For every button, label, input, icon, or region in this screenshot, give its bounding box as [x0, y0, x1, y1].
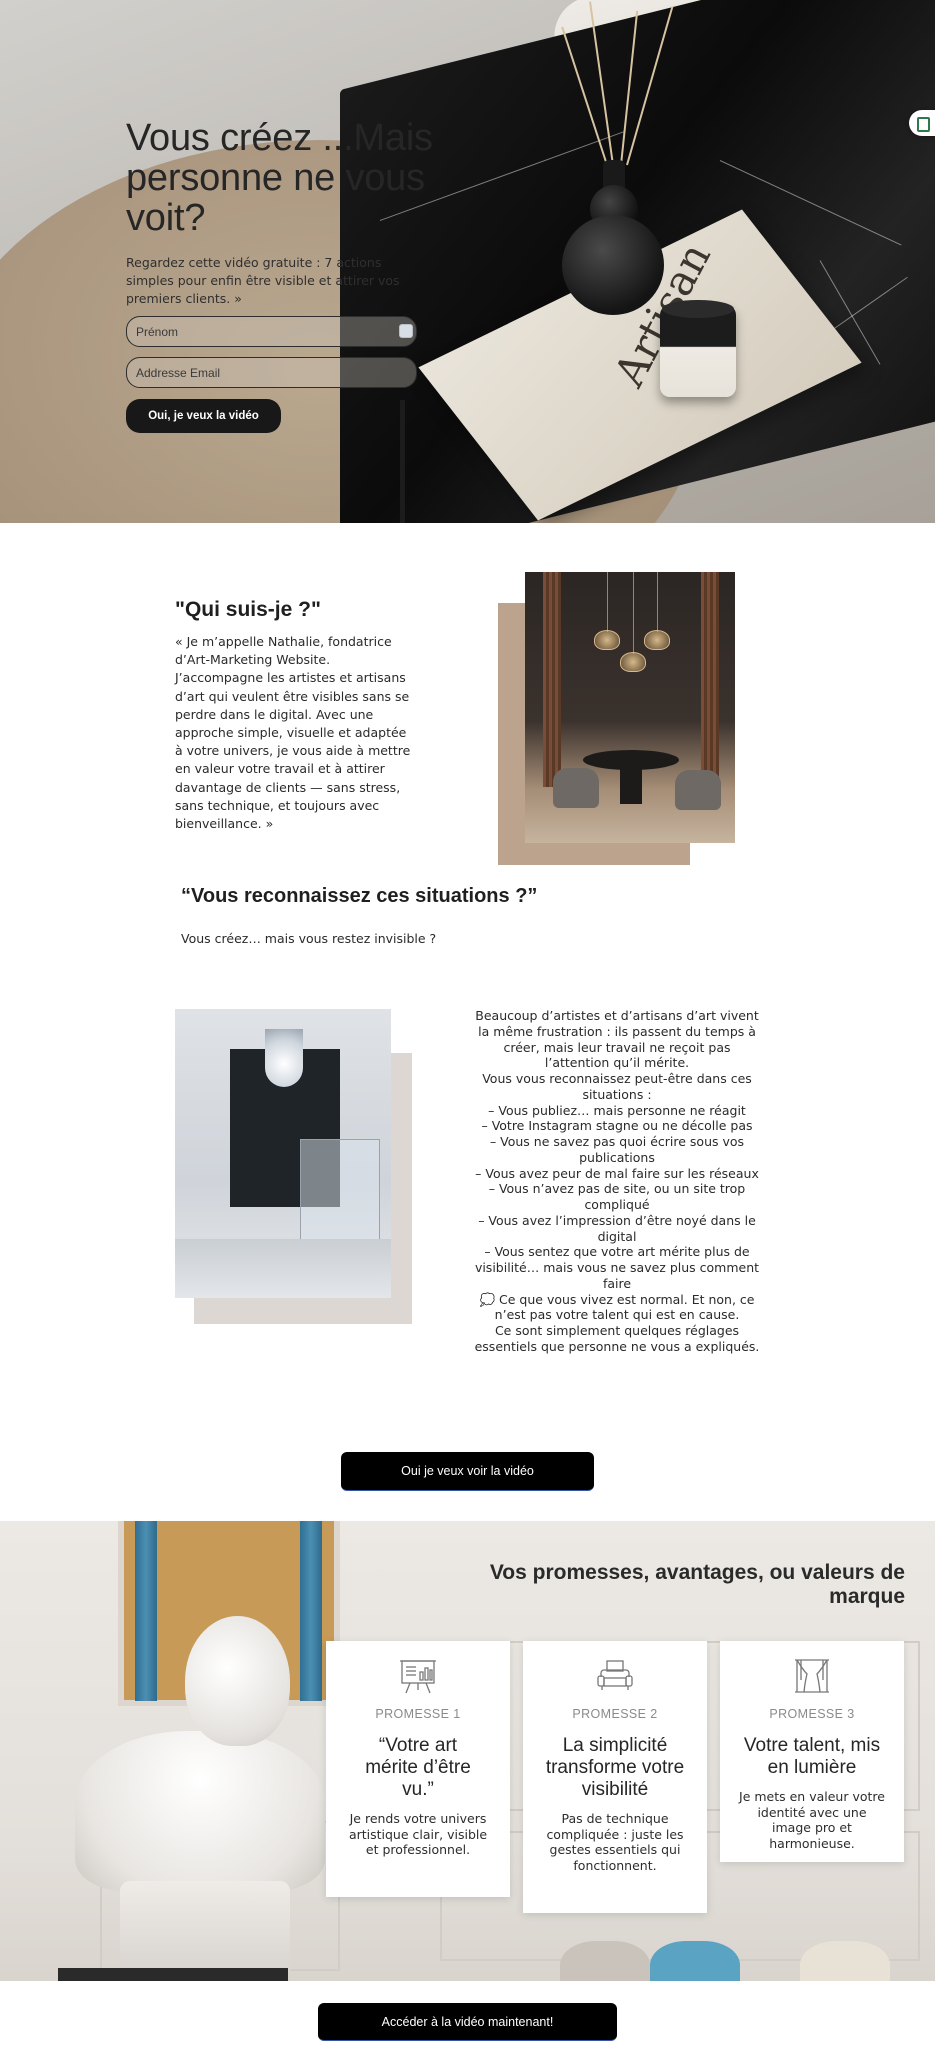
promises-title: Vos promesses, avantages, ou valeurs de marque: [489, 1561, 905, 1608]
situations-paragraph: 💭 Ce que vous vivez est normal. Et non, ce n’est pas votre talent qui est en cause.: [479, 1291, 755, 1323]
promise-headline: Votre talent, mis en lumière: [743, 1735, 881, 1778]
about-title: "Qui suis-je ?": [175, 598, 321, 621]
statue-bust-decor: [120, 1881, 290, 1981]
floating-widget-icon[interactable]: [909, 110, 935, 136]
lamp-wire: [657, 572, 658, 632]
promise-label: PROMESSE 3: [769, 1707, 855, 1721]
dining-chair: [553, 768, 599, 808]
situations-title: “Vous reconnaissez ces situations ?”: [181, 885, 538, 907]
pillow-decor: [650, 1941, 740, 1981]
chandelier: [265, 1029, 303, 1087]
staircase-image: [175, 1009, 391, 1298]
promise-label: PROMESSE 2: [572, 1707, 658, 1721]
email-field[interactable]: [126, 357, 417, 388]
about-text: « Je m’appelle Nathalie, fondatrice d’Art-Marketing Website. J’accompagne les artistes et artisans d’art qui veulent être visibles sans se perdre dans le digital. Avec une approche simple, visuelle et adaptée à votre univers, je vous aide à mettre en valeur votre travail et à attirer davantage de clients — sans stress, sans technique, et toujours avec bienveillance. »: [175, 634, 411, 832]
pendant-lamp: [620, 652, 646, 672]
pillow-decor: [560, 1941, 650, 1981]
situations-text: [470, 1008, 764, 1355]
email-input[interactable]: [127, 358, 416, 387]
dining-table-base: [620, 762, 642, 804]
promise-card-3: [720, 1641, 904, 1862]
promise-headline: La simplicité transforme votre visibilité: [545, 1735, 685, 1800]
promises-section: [0, 1521, 935, 1981]
first-name-input[interactable]: [127, 317, 416, 346]
situations-paragraph: Ce sont simplement quelques réglages essentiels que personne ne vous a expliqués.: [474, 1323, 760, 1354]
promise-card-1: [326, 1641, 510, 1897]
situations-list-item: – Vous publiez… mais personne ne réagit: [488, 1102, 746, 1118]
situations-list-item: – Vous sentez que votre art mérite plus de visibilité… mais vous ne savez plus comment faire: [474, 1244, 760, 1291]
lamp-wire: [607, 572, 608, 632]
promise-description: Je rends votre univers artistique clair, visible et professionnel.: [348, 1811, 488, 1857]
watch-video-button[interactable]: Oui je veux voir la vidéo: [341, 1452, 594, 1491]
promise-card-2: [523, 1641, 707, 1913]
autofill-icon[interactable]: [399, 324, 413, 338]
hero-optin-form: [126, 118, 486, 433]
promise-headline: “Votre art mérite d’être vu.”: [365, 1735, 471, 1800]
first-name-field[interactable]: [126, 316, 417, 347]
curtain-decor: [300, 1521, 322, 1701]
situations-subtitle: Vous créez… mais vous restez invisible ?: [181, 931, 437, 946]
wood-slat: [701, 572, 719, 787]
pendant-lamp: [644, 630, 670, 650]
access-video-button[interactable]: Accéder à la vidéo maintenant!: [318, 2003, 617, 2041]
pendant-lamp: [594, 630, 620, 650]
situations-list-item: – Vous avez peur de mal faire sur les réseaux: [475, 1165, 759, 1181]
statue-bust-decor: [75, 1731, 325, 1891]
presentation-board-icon: [398, 1657, 438, 1695]
stairs: [175, 1239, 391, 1298]
promise-description: Pas de technique compliquée : juste les gestes essentiels qui fonctionnent.: [546, 1811, 684, 1873]
pedestal-decor: [58, 1968, 288, 1981]
dining-room-image: [525, 572, 735, 843]
lamp-wire: [633, 572, 634, 654]
curtain-decor: [135, 1521, 157, 1701]
wood-slat: [543, 572, 561, 787]
dining-chair: [675, 770, 721, 810]
situations-list-item: – Vous avez l’impression d’être noyé dans le digital: [478, 1212, 756, 1244]
sofa-icon: [595, 1657, 635, 1695]
get-video-button[interactable]: Oui, je veux la vidéo: [126, 399, 281, 433]
curtains-icon: [792, 1657, 832, 1695]
candle-decor: [660, 305, 736, 397]
promise-label: PROMESSE 1: [375, 1707, 461, 1721]
promise-description: Je mets en valeur votre identité avec une image pro et harmonieuse.: [739, 1789, 885, 1851]
hero-title: Vous créez ...Mais personne ne vous voit?: [126, 117, 433, 239]
situations-list-item: – Vous ne savez pas quoi écrire sous vos publications: [489, 1134, 745, 1165]
hero-section: [0, 0, 935, 523]
pillow-decor: [800, 1941, 890, 1981]
statue-bust-decor: [185, 1616, 290, 1746]
situations-paragraph: Vous vous reconnaissez peut-être dans ces situations :: [482, 1071, 752, 1102]
situations-list-item: – Votre Instagram stagne ou ne décolle pas: [481, 1118, 753, 1134]
candle-decor: [662, 300, 734, 318]
situations-list-item: – Vous n’avez pas de site, ou un site trop compliqué: [488, 1181, 746, 1212]
vase-decor: [562, 215, 664, 315]
hero-subtitle: Regardez cette vidéo gratuite : 7 actions simples pour enfin être visible et attirer vos premiers clients. »: [126, 255, 400, 306]
situations-paragraph: Beaucoup d’artistes et d’artisans d’art vivent la même frustration : ils passent du temps à créer, mais leur travail ne reçoit pas l’attention qu’il mérite.: [475, 1008, 759, 1071]
